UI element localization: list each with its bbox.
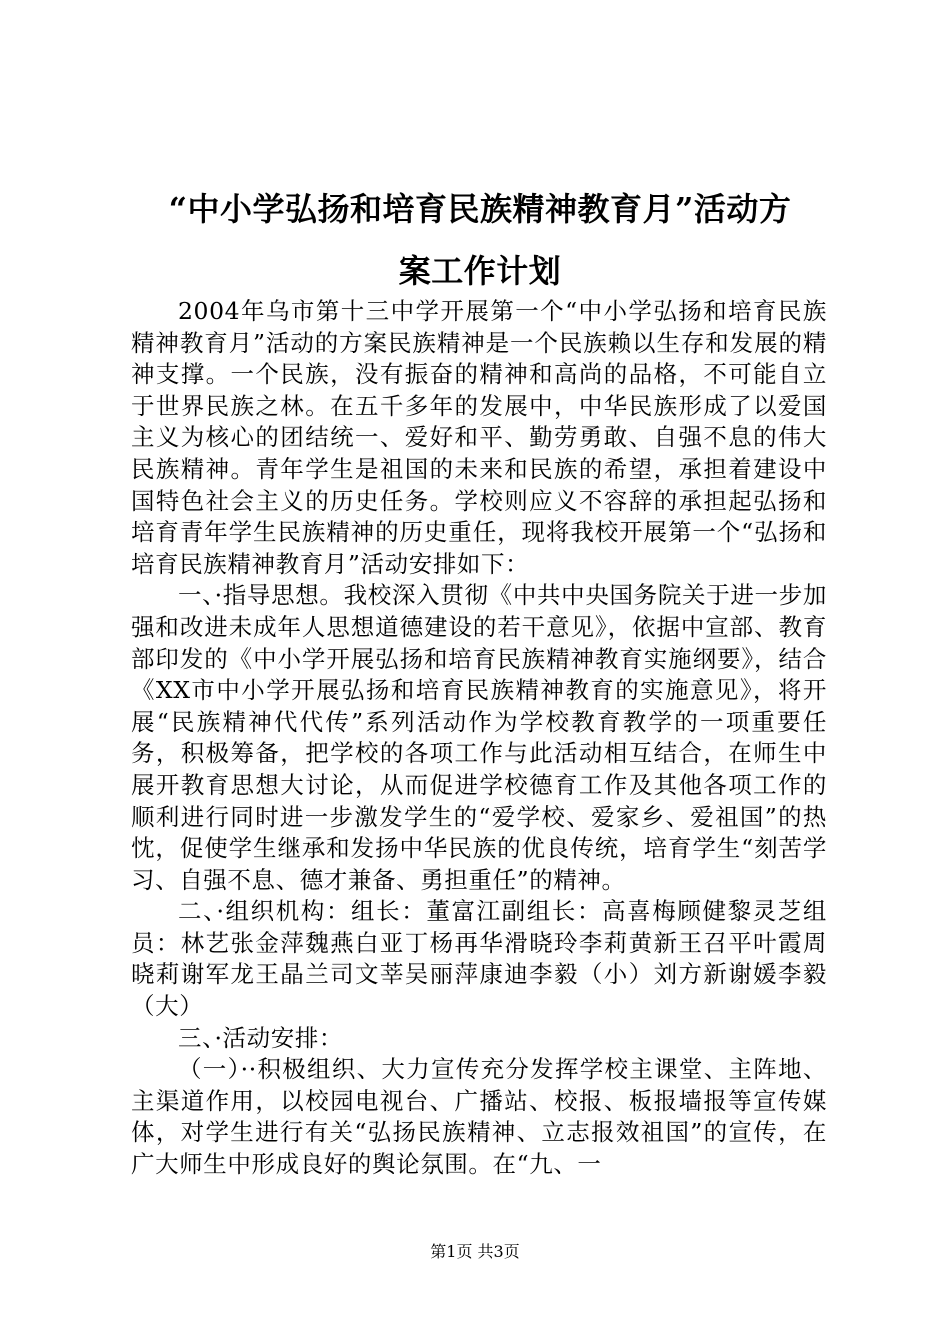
paragraph-guiding-ideology: 一、·指导思想。我校深入贯彻《中共中央国务院关于进一步加强和改进未成年人思想道德建设的若干意见》，依据中宣部、教育部印发的《中小学开展弘扬和培育民族精神教育实施纲要》，结合《XX市中小学开展弘扬和培育民族精神教育的实施意见》，将开展“民族精神代代传”系列活动作为学校教育教学的一项重要任务，积极筹备，把学校的各项工作与此活动相互结合，在师生中展开教育思想大讨论，从而促进学校德育工作及其他各项工作的顺利进行同时进一步激发学生的“爱学校、爱家乡、爱祖国”的热忱，促使学生继承和发扬中华民族的优良传统，培育学生“刻苦学习、自强不息、德才兼备、勇担重任”的精神。	[131, 581, 827, 894]
paragraph-activity-heading: 三、·活动安排：	[178, 1023, 344, 1052]
paragraph-intro: 2004年乌市第十三中学开展第一个“中小学弘扬和培育民族精神教育月”活动的方案民族精神是一个民族赖以生存和发展的精神支撑。一个民族，没有振奋的精神和高尚的品格，不可能自立于世界民族之林。在五千多年的发展中，中华民族形成了以爱国主义为核心的团结统一、爱好和平、勤劳勇敢、自强不息的伟大民族精神。青年学生是祖国的未来和民族的希望，承担着建设中国特色社会主义的历史任务。学校则应义不容辞的承担起弘扬和培育青年学生民族精神的历史重任，现将我校开展第一个“弘扬和培育民族精神教育月”活动安排如下：	[131, 297, 827, 578]
page-footer: 第1页 共3页	[430, 1242, 520, 1261]
paragraph-organization: 二、·组织机构：组长：董富江副组长：高喜梅顾健黎灵芝组员：林艺张金萍魏燕白亚丁杨再华滑晓玲李莉黄新王召平叶霞周晓莉谢军龙王晶兰司文莘吴丽萍康迪李毅（小）刘方新谢媛李毅（大）	[131, 897, 827, 1021]
title-line-2: 案工作计划	[398, 252, 562, 290]
title-line-1: “中小学弘扬和培育民族精神教育月”活动方	[168, 190, 792, 228]
document-body	[131, 296, 827, 1181]
paragraph-activity-one: （一）··积极组织、大力宣传充分发挥学校主课堂、主阵地、主渠道作用，以校园电视台、广播站、校报、板报墙报等宣传媒体，对学生进行有关“弘扬民族精神、立志报效祖国”的宣传，在广大师生中形成良好的舆论氛围。在“九、一	[131, 1055, 827, 1179]
document-title	[120, 178, 840, 302]
